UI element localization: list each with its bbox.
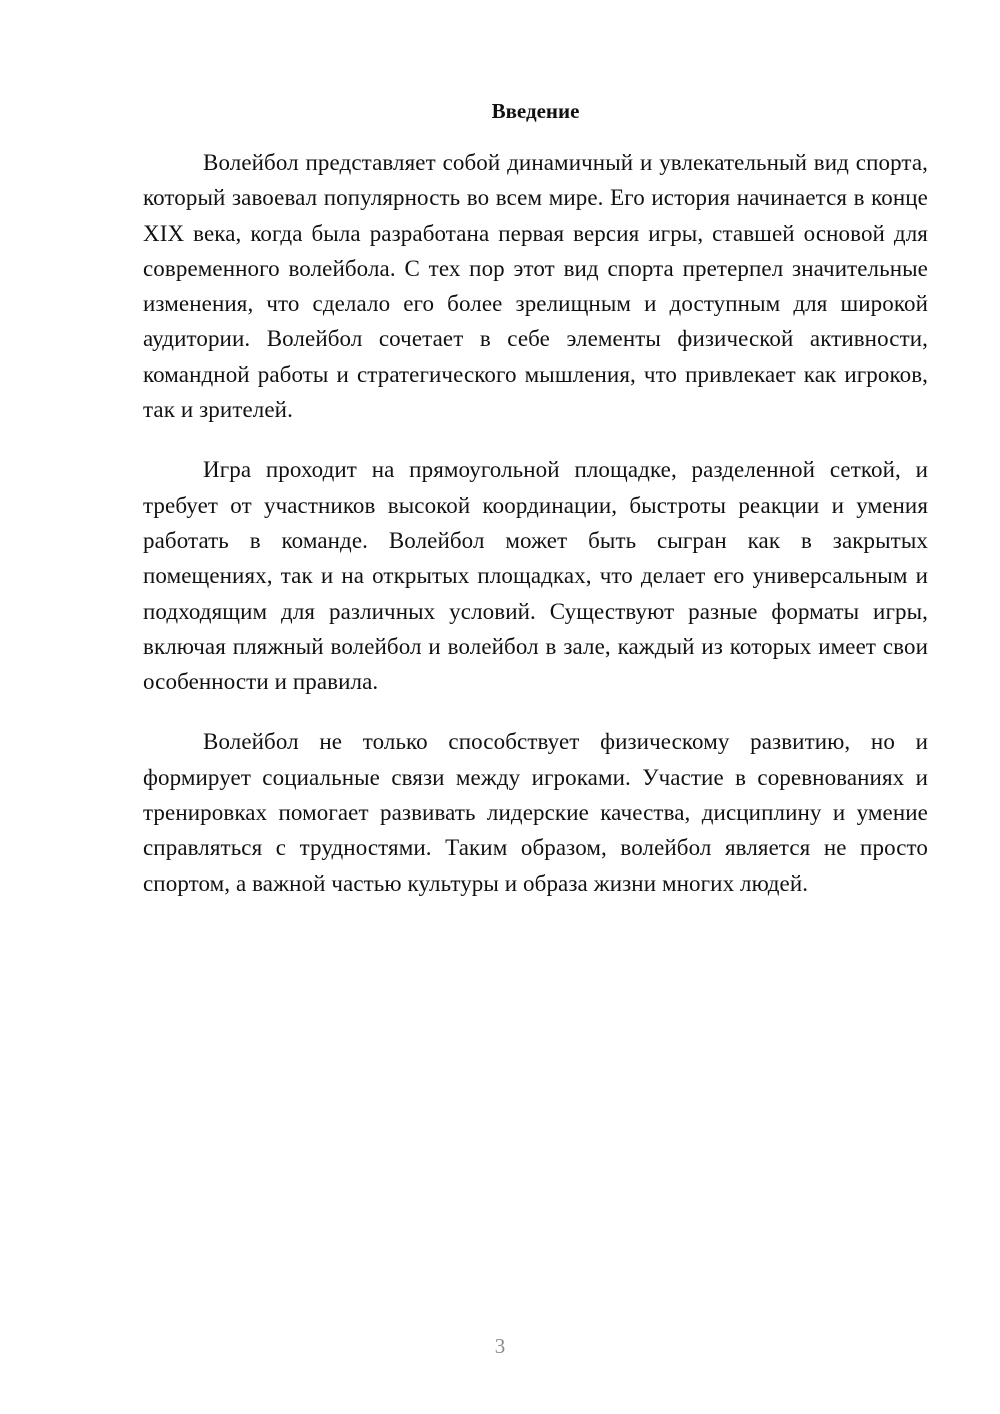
page-number: 3 xyxy=(494,1334,506,1358)
paragraph-2: Игра проходит на прямоугольной площадке, разделенной сеткой, и требует от участников высокой координации, быстроты реакции и умения работать в команде. Волейбол может быть сыгран как в закрытых помещениях, так и на открытых площадках, что делает его универсальным и подходящим для различных условий. Существуют разные форматы игры, включая пляжный волейбол и волейбол в зале, каждый из которых имеет свои особенности и правила. xyxy=(143,457,928,695)
paragraph-1: Волейбол представляет собой динамичный и увлекательный вид спорта, который завоевал популярность во всем мире. Его история начинается в конце XIX века, когда была разработана первая версия игры, ставшей основой для современного волейбола. С тех пор этот вид спорта претерпел значительные изменения, что сделало его более зрелищным и доступным для широкой аудитории. Волейбол сочетает в себе элементы физической активности, командной работы и стратегического мышления, что привлекает как игроков, так и зрителей. xyxy=(143,150,928,423)
page-content xyxy=(143,97,928,926)
section-title: Введение xyxy=(491,99,580,123)
paragraph-3: Волейбол не только способствует физическому развитию, но и формирует социальные связи между игроками. Участие в соревнованиях и тренировках помогает развивать лидерские качества, дисциплину и умение справляться с трудностями. Таким образом, волейбол является не просто спортом, а важной частью культуры и образа жизни многих людей. xyxy=(143,729,928,896)
